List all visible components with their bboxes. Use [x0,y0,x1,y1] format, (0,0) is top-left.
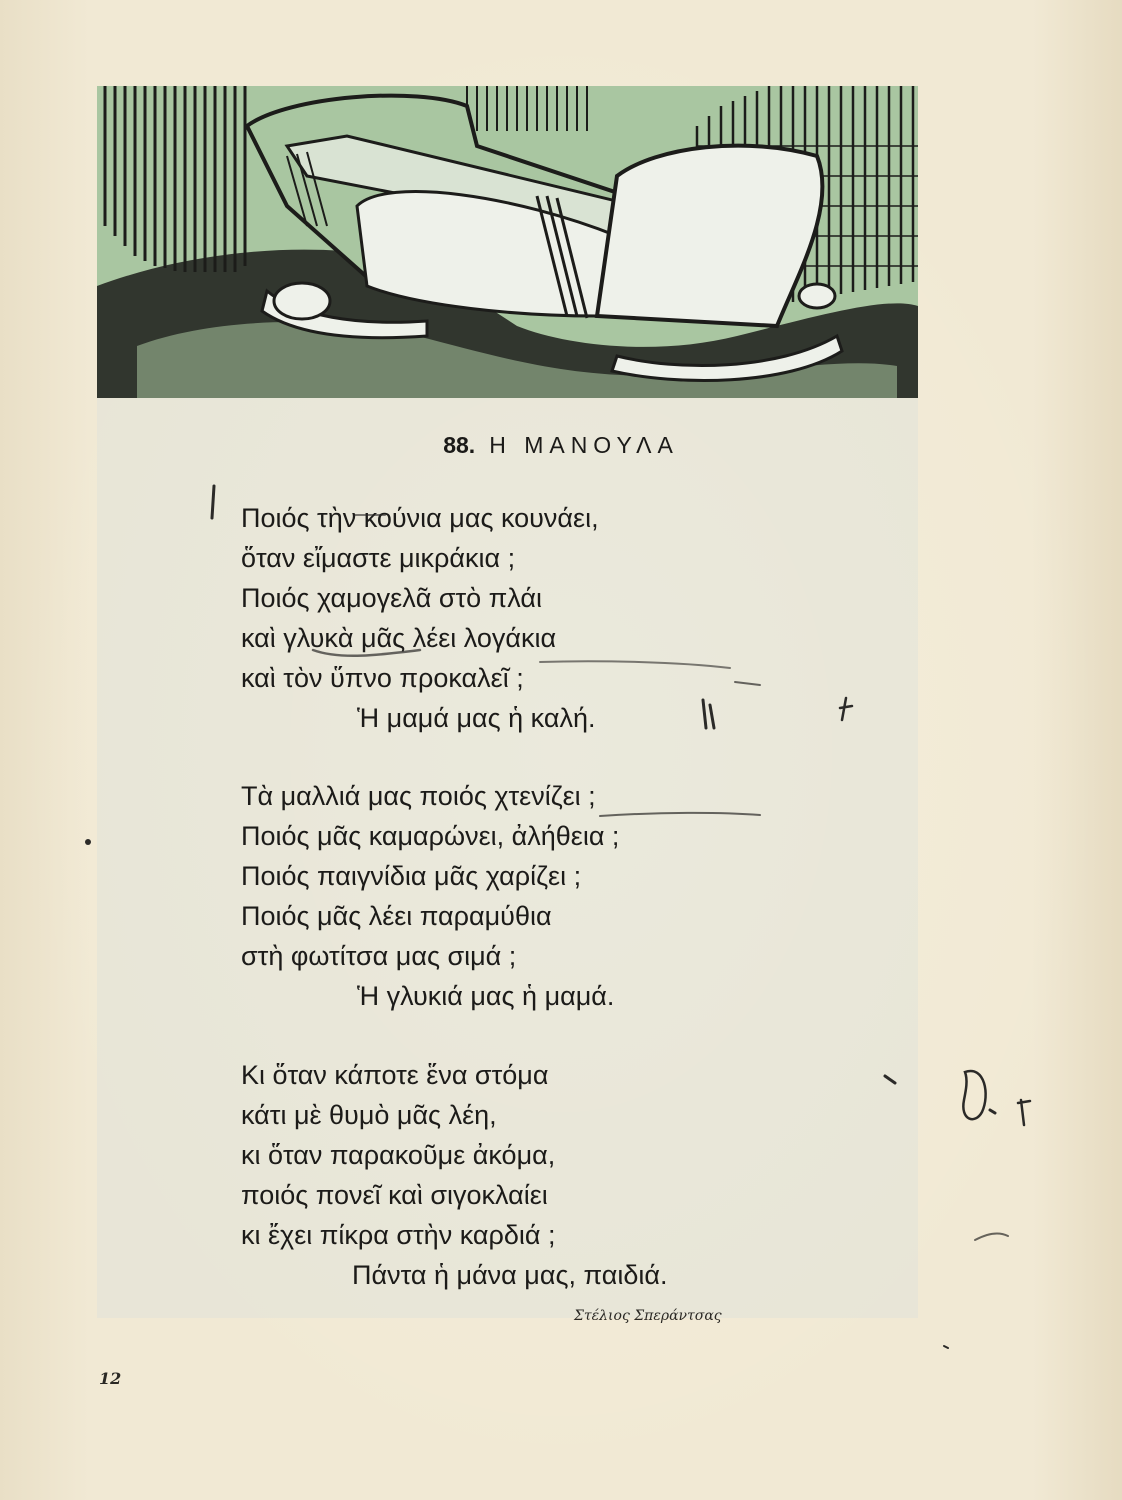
poem-line: ὅταν εἴμαστε μικράκια ; [241,543,516,573]
poem-line: κι ὅταν παρακοῦμε ἀκόμα, [241,1140,556,1170]
poem-line: Κι ὅταν κάποτε ἕνα στόμα [241,1060,549,1090]
poem-line: καὶ τὸν ὕπνο προκαλεῖ ; [241,663,524,693]
poem-line: Ποιός μᾶς καμαρώνει, ἀλήθεια ; [241,821,620,851]
poem-line: Τὰ μαλλιά μας ποιός χτενίζει ; [241,781,596,811]
author-signature: Στέλιος Σπεράντσας [574,1308,722,1324]
poem-line: Ποιός παιγνίδια μᾶς χαρίζει ; [241,861,582,891]
poem-line: καὶ γλυκὰ μᾶς λέει λογάκια [241,623,557,653]
poem-title-text: Η ΜΑΝΟΥΛΑ [489,432,679,458]
poem-number: 88. [443,432,476,458]
poem-line: κι ἔχει πίκρα στὴν καρδιά ; [241,1220,556,1250]
poem-line: Ποιός μᾶς λέει παραμύθια [241,901,552,931]
page-number: 12 [99,1369,122,1388]
poem-refrain-line: Ἡ γλυκιά μας ἡ μαμά. [357,981,615,1011]
poem-refrain-line: Πάντα ἡ μάνα μας, παιδιά. [352,1260,668,1290]
poem-refrain-line: Ἡ μαμά μας ἡ καλή. [357,703,596,733]
poem-line: κάτι μὲ θυμὸ μᾶς λέη, [241,1100,497,1130]
poem-line: στὴ φωτίτσα μας σιμά ; [241,941,517,971]
poem-line: Ποιός χαμογελᾶ στὸ πλάι [241,583,542,613]
poem-line: Ποιός τὴν κούνια μας κουνάει, [241,503,599,533]
poem-line: ποιός πονεῖ καὶ σιγοκλαίει [241,1180,548,1210]
